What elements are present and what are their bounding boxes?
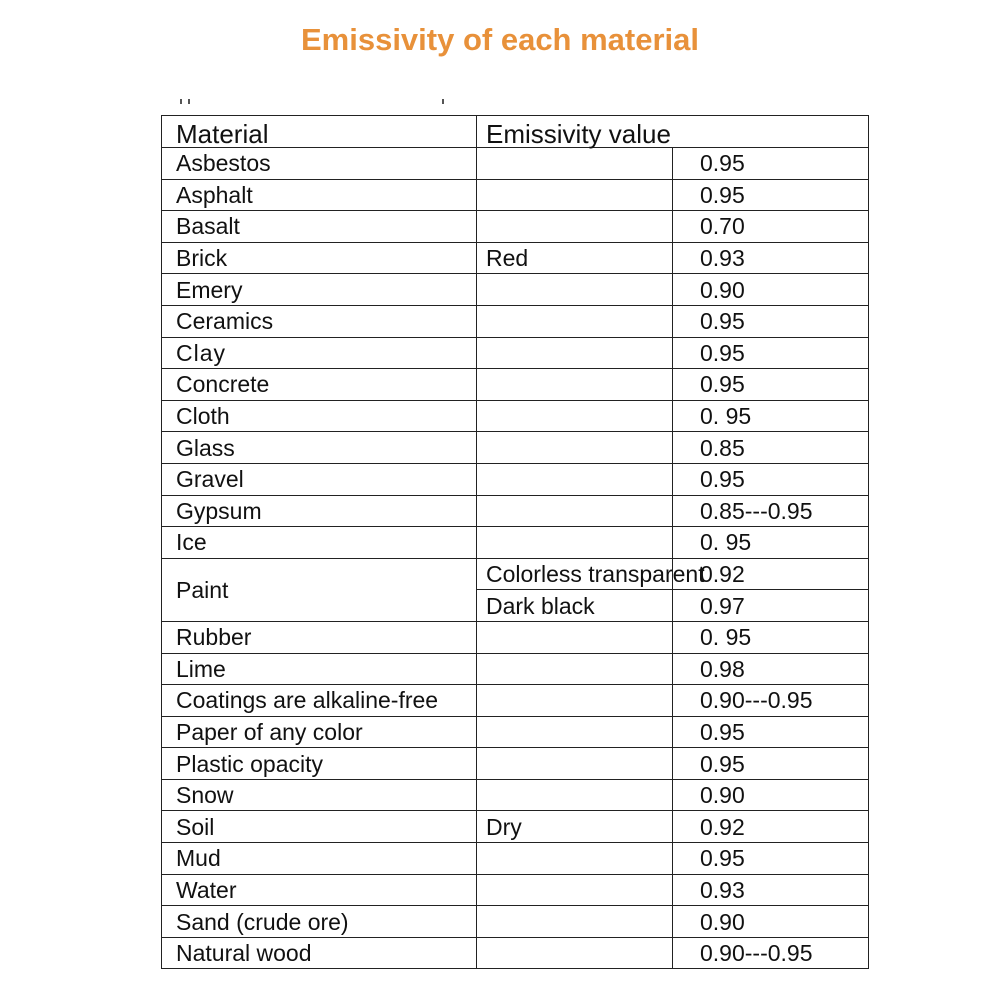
condition-cell (477, 779, 673, 811)
material-cell: Asphalt (162, 179, 477, 211)
emissivity-value-cell: 0.95 (673, 369, 869, 401)
condition-cell (477, 906, 673, 938)
condition-cell (477, 337, 673, 369)
emissivity-value-cell: 0.95 (673, 716, 869, 748)
emissivity-value-cell: 0.90---0.95 (673, 685, 869, 717)
condition-cell (477, 432, 673, 464)
emissivity-value-cell: 0.95 (673, 148, 869, 180)
emissivity-value-cell: 0. 95 (673, 621, 869, 653)
material-cell: Gravel (162, 463, 477, 495)
table-row (162, 874, 869, 906)
emissivity-value-cell: 0.97 (673, 590, 869, 622)
material-cell: Ceramics (162, 305, 477, 337)
condition-cell (477, 211, 673, 243)
table-row (162, 811, 869, 843)
table-row (162, 748, 869, 780)
emissivity-value-cell: 0.90---0.95 (673, 937, 869, 969)
header-emissivity-value: Emissivity value (477, 116, 869, 148)
condition-cell (477, 463, 673, 495)
material-cell: Gypsum (162, 495, 477, 527)
condition-cell (477, 843, 673, 875)
emissivity-value-cell: 0.95 (673, 305, 869, 337)
emissivity-value-cell: 0.85 (673, 432, 869, 464)
header-material: Material (162, 116, 477, 148)
emissivity-value-cell: 0. 95 (673, 527, 869, 559)
condition-cell (477, 621, 673, 653)
table-row (162, 843, 869, 875)
emissivity-value-cell: 0.93 (673, 874, 869, 906)
table-row (162, 495, 869, 527)
emissivity-value-cell: 0.70 (673, 211, 869, 243)
table-row (162, 242, 869, 274)
table-row (162, 527, 869, 559)
material-cell: Clay (162, 337, 477, 369)
table-row (162, 400, 869, 432)
condition-cell (477, 685, 673, 717)
material-cell: Water (162, 874, 477, 906)
table-row (162, 779, 869, 811)
table-row (162, 621, 869, 653)
condition-cell (477, 874, 673, 906)
material-cell: Sand (crude ore) (162, 906, 477, 938)
material-cell: Glass (162, 432, 477, 464)
table-row (162, 685, 869, 717)
material-cell: Rubber (162, 621, 477, 653)
condition-cell (477, 274, 673, 306)
emissivity-value-cell: 0.95 (673, 179, 869, 211)
emissivity-value-cell: 0.93 (673, 242, 869, 274)
material-cell: Ice (162, 527, 477, 559)
material-cell: Paint (162, 558, 477, 621)
condition-cell (477, 653, 673, 685)
table-row (162, 937, 869, 969)
table-row (162, 558, 869, 590)
page-title: Emissivity of each material (300, 22, 700, 57)
condition-cell (477, 527, 673, 559)
condition-cell (477, 179, 673, 211)
emissivity-value-cell: 0.90 (673, 274, 869, 306)
condition-cell (477, 148, 673, 180)
emissivity-value-cell: 0.92 (673, 558, 869, 590)
material-cell: Asbestos (162, 148, 477, 180)
condition-cell: Dark black (477, 590, 673, 622)
table-row (162, 337, 869, 369)
emissivity-table (161, 115, 869, 969)
emissivity-value-cell: 0.95 (673, 843, 869, 875)
table-row (162, 432, 869, 464)
material-cell: Mud (162, 843, 477, 875)
table-row (162, 148, 869, 180)
table-row (162, 653, 869, 685)
material-cell: Lime (162, 653, 477, 685)
condition-cell (477, 716, 673, 748)
emissivity-value-cell: 0.95 (673, 748, 869, 780)
emissivity-value-cell: 0.85---0.95 (673, 495, 869, 527)
condition-cell (477, 305, 673, 337)
table-row (162, 305, 869, 337)
table-row (162, 463, 869, 495)
material-cell: Paper of any color (162, 716, 477, 748)
condition-cell: Red (477, 242, 673, 274)
material-cell: Emery (162, 274, 477, 306)
condition-cell (477, 369, 673, 401)
emissivity-value-cell: 0.90 (673, 779, 869, 811)
condition-cell (477, 937, 673, 969)
table-row (162, 274, 869, 306)
material-cell: Basalt (162, 211, 477, 243)
emissivity-value-cell: 0.90 (673, 906, 869, 938)
material-cell: Plastic opacity (162, 748, 477, 780)
emissivity-value-cell: 0.95 (673, 337, 869, 369)
material-cell: Brick (162, 242, 477, 274)
condition-cell (477, 748, 673, 780)
condition-cell (477, 495, 673, 527)
material-cell: Concrete (162, 369, 477, 401)
material-cell: Soil (162, 811, 477, 843)
material-cell: Natural wood (162, 937, 477, 969)
scan-artifact-marks (180, 99, 450, 105)
table-row (162, 906, 869, 938)
table-row (162, 211, 869, 243)
emissivity-value-cell: 0.92 (673, 811, 869, 843)
table-row (162, 716, 869, 748)
table-header-row (162, 116, 869, 148)
emissivity-value-cell: 0.98 (673, 653, 869, 685)
material-cell: Coatings are alkaline-free (162, 685, 477, 717)
emissivity-value-cell: 0.95 (673, 463, 869, 495)
material-cell: Snow (162, 779, 477, 811)
material-cell: Cloth (162, 400, 477, 432)
emissivity-value-cell: 0. 95 (673, 400, 869, 432)
table-row (162, 179, 869, 211)
table-row (162, 369, 869, 401)
condition-cell: Dry (477, 811, 673, 843)
condition-cell (477, 400, 673, 432)
condition-cell: Colorless transparent (477, 558, 673, 590)
